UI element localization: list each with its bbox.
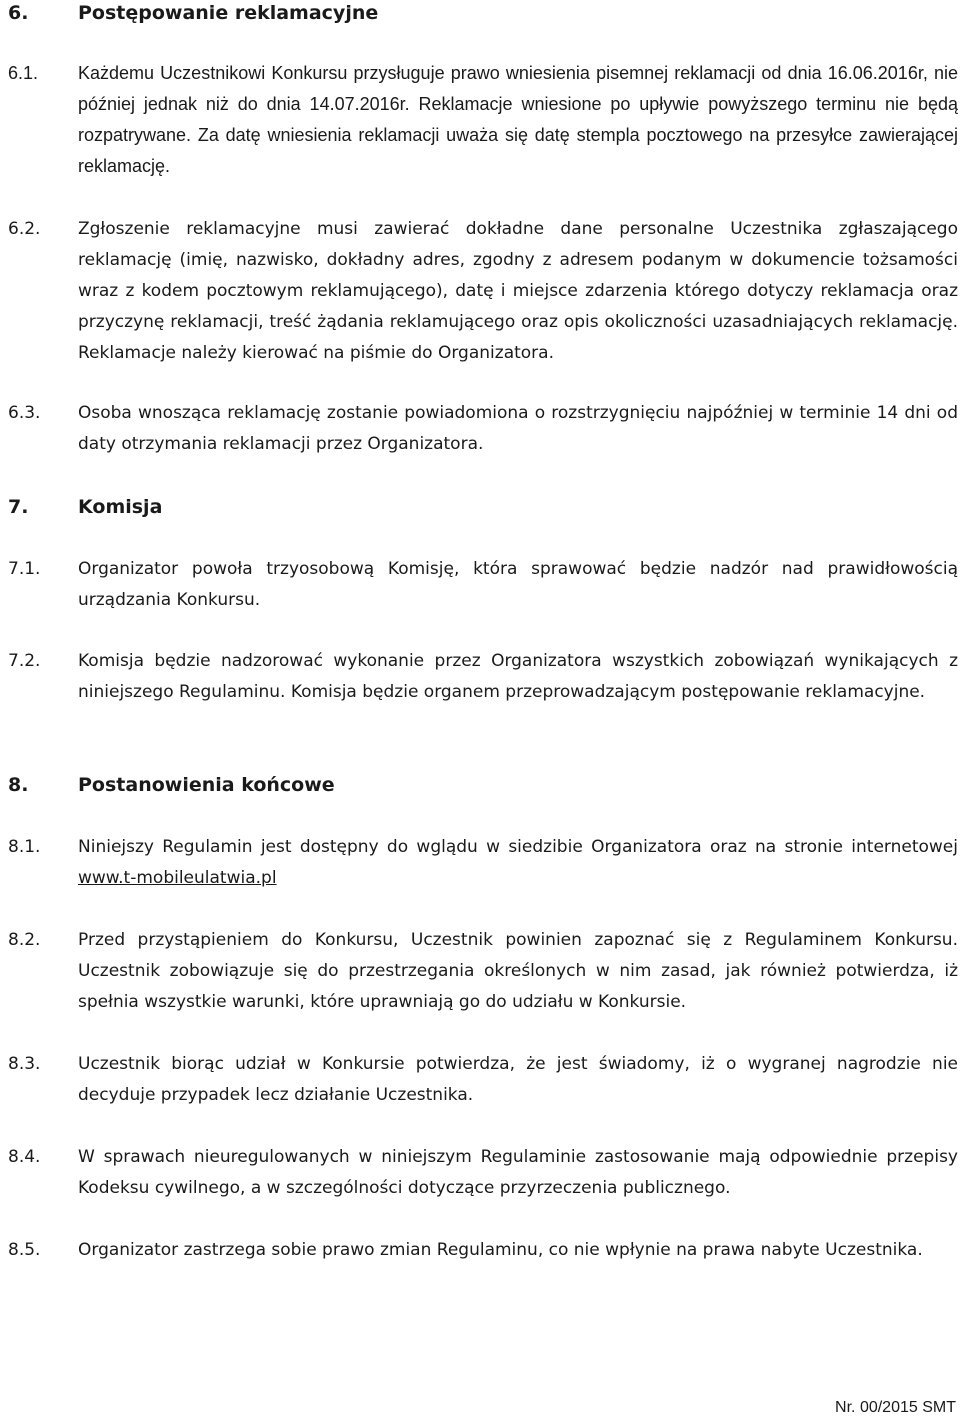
clause-text: Zgłoszenie reklamacyjne musi zawierać dokładne dane personalne Uczestnika zgłaszającego reklamację (imię, nazwisko, dokładny adres, zgodny z adresem podanym w dokumencie tożsamości wraz z kodem pocztowym reklamującego), datę i miejsce zdarzenia którego dotyczy reklamacja oraz przyczynę reklamacji, treść żądania reklamującego oraz opis okoliczności uzasadniających reklamację. Reklamacje należy kierować na piśmie do Organizatora. bbox=[78, 219, 958, 363]
clause-number: 8.2. bbox=[8, 930, 41, 950]
clause-number: 8.3. bbox=[8, 1054, 41, 1074]
section-title: Postępowanie reklamacyjne bbox=[78, 2, 379, 24]
clause-text: Organizator zastrzega sobie prawo zmian Regulaminu, co nie wpłynie na prawa nabyte Uczestnika. bbox=[78, 1240, 923, 1260]
clause-number: 6.3. bbox=[8, 403, 41, 423]
clause-number: 8.5. bbox=[8, 1240, 41, 1260]
clause-text: W sprawach nieuregulowanych w niniejszym Regulaminie zastosowanie mają odpowiednie przepisy Kodeksu cywilnego, a w szczególności dotyczące przyrzeczenia publicznego. bbox=[78, 1147, 958, 1198]
section-number: 6. bbox=[8, 2, 29, 24]
clause-number: 7.1. bbox=[8, 559, 41, 579]
clause-text bbox=[78, 832, 958, 894]
clause-text: Każdemu Uczestnikowi Konkursu przysługuje prawo wniesienia pisemnej reklamacji od dnia 16.06.2016r, nie później jednak niż do dnia 14.07.2016r. Reklamacje wniesione po upływie powyższego terminu nie będą rozpatrywane. Za datę wniesienia reklamacji uważa się datę stempla pocztowego na przesyłce zawierającej reklamację. bbox=[78, 63, 958, 176]
clause-number: 8.4. bbox=[8, 1147, 41, 1167]
document-number-footer: Nr. 00/2015 SMT bbox=[835, 1399, 956, 1416]
section-number: 8. bbox=[8, 774, 29, 796]
clause-text: Osoba wnosząca reklamację zostanie powiadomiona o rozstrzygnięciu najpóźniej w terminie 14 dni od daty otrzymania reklamacji przez Organizatora. bbox=[78, 403, 958, 454]
clause-number: 8.1. bbox=[8, 837, 41, 857]
clause-text: Komisja będzie nadzorować wykonanie przez Organizatora wszystkich zobowiązań wynikających z niniejszego Regulaminu. Komisja będzie organem przeprowadzającym postępowanie reklamacyjne. bbox=[78, 651, 958, 702]
clause-text: Organizator powoła trzyosobową Komisję, która sprawować będzie nadzór nad prawidłowością urządzania Konkursu. bbox=[78, 559, 958, 610]
clause-number: 6.1. bbox=[8, 63, 39, 83]
clause-number: 6.2. bbox=[8, 219, 41, 239]
section-title: Postanowienia końcowe bbox=[78, 774, 335, 796]
section-title: Komisja bbox=[78, 496, 163, 518]
clause-number: 7.2. bbox=[8, 651, 41, 671]
website-link[interactable]: www.t-mobileulatwia.pl bbox=[78, 868, 277, 888]
clause-text: Uczestnik biorąc udział w Konkursie potwierdza, że jest świadomy, iż o wygranej nagrodzie nie decyduje przypadek lecz działanie Uczestnika. bbox=[78, 1054, 958, 1105]
clause-text: Przed przystąpieniem do Konkursu, Uczestnik powinien zapoznać się z Regulaminem Konkursu. Uczestnik zobowiązuje się do przestrzegania określonych w nim zasad, jak również potwierdza, iż spełnia wszystkie warunki, które uprawniają go do udziału w Konkursie. bbox=[78, 930, 958, 1012]
section-number: 7. bbox=[8, 496, 29, 518]
clause-text-body: Niniejszy Regulamin jest dostępny do wglądu w siedzibie Organizatora oraz na stronie internetowej bbox=[78, 837, 958, 857]
